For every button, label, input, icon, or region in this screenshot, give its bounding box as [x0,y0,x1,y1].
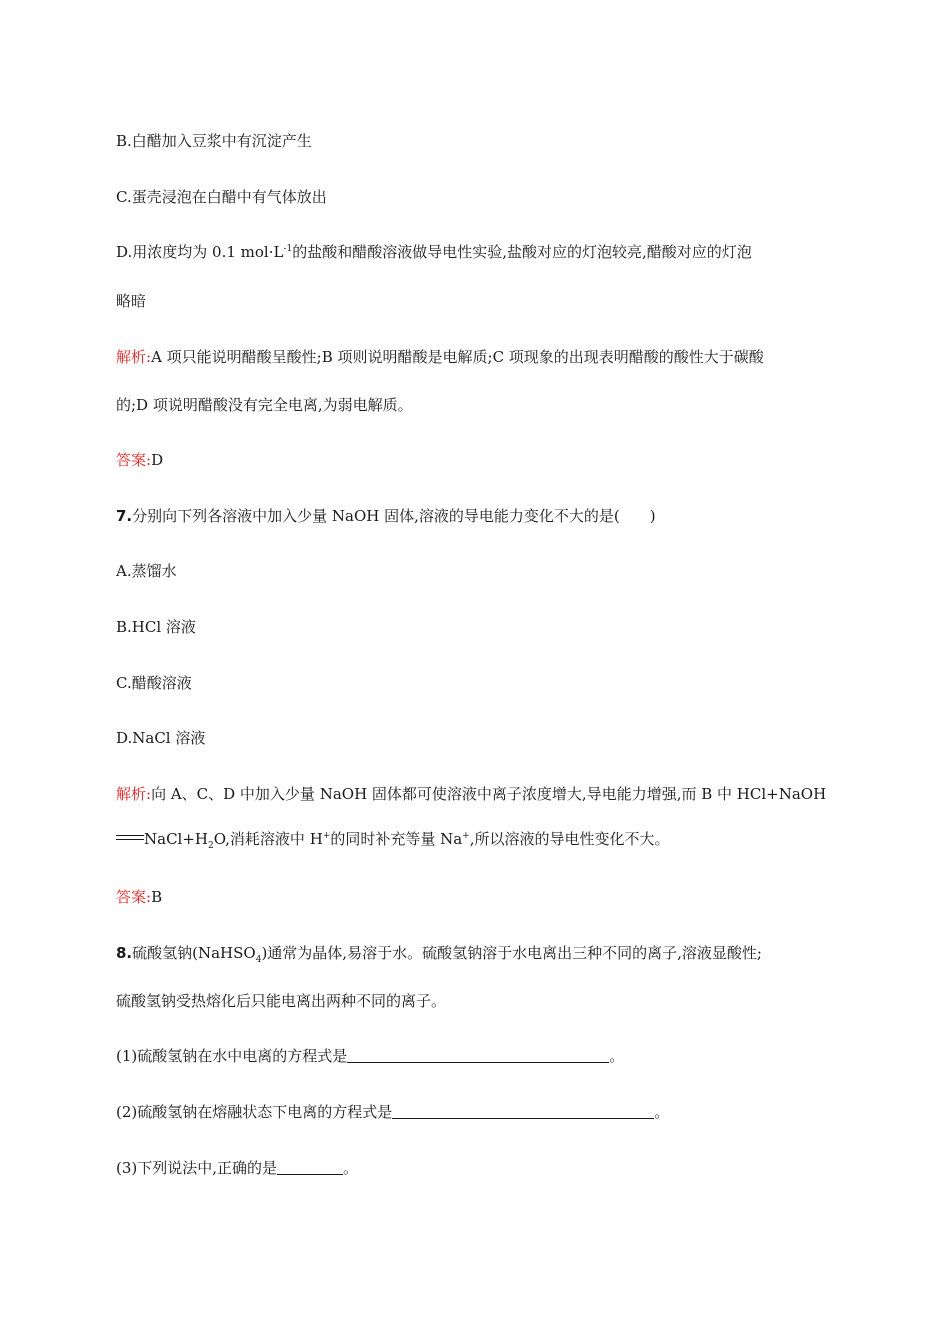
q8-sub2 [116,1102,669,1122]
analysis-text: O,消耗溶液中 H [213,830,323,848]
q7-option-b: B.HCl 溶液 [116,618,196,636]
q6-option-b: B.白醋加入豆浆中有沉淀产生 [116,132,312,150]
q7-stem [116,506,656,526]
period: 。 [343,1159,359,1177]
subscript: 2 [208,841,214,851]
q6-option-d-text: D.用浓度均为 0.1 mol·L [116,243,284,261]
question-text-cont: )通常为晶体,易溶于水。硫酸氢钠溶于水电离出三种不同的离子,溶液显酸性; [261,944,762,962]
q6-answer [116,450,163,470]
question-text: 硫酸氢钠(NaHSO [132,944,256,962]
sub-question-text: (2)硫酸氢钠在熔融状态下电离的方程式是 [116,1103,393,1121]
answer-value: D [151,451,164,469]
question-number: 8. [116,944,133,962]
q6-option-d-text-cont: 的盐酸和醋酸溶液做导电性实验,盐酸对应的灯泡较亮,醋酸对应的灯泡 [292,243,752,261]
answer-value: B [151,888,163,906]
superscript: + [322,831,331,841]
q6-analysis-continued: 的;D 项说明醋酸没有完全电离,为弱电解质。 [116,396,413,414]
q8-sub3 [116,1158,358,1178]
analysis-label: 解析: [116,785,152,803]
answer-blank[interactable] [347,1046,609,1063]
q8-sub1 [116,1046,624,1066]
analysis-text: 的同时补充等量 Na [330,830,463,848]
q7-analysis-continued [116,829,670,849]
q7-option-a: A.蒸馏水 [116,562,177,580]
equation-text: NaCl+H [144,830,208,848]
answer-blank[interactable] [277,1158,343,1175]
q6-analysis [116,347,764,367]
q7-option-c: C.醋酸溶液 [116,674,192,692]
sub-question-text: (1)硫酸氢钠在水中电离的方程式是 [116,1047,348,1065]
question-number: 7. [116,507,133,525]
answer-blank[interactable] [392,1102,654,1119]
q6-option-c: C.蛋壳浸泡在白醋中有气体放出 [116,188,327,206]
equals-sign [116,835,144,840]
period: 。 [609,1047,625,1065]
superscript: -1 [283,244,293,254]
q6-option-d [116,242,752,262]
subscript: 4 [255,955,262,965]
analysis-text: 向 A、C、D 中加入少量 NaOH 固体都可使溶液中离子浓度增大,导电能力增强,而 B 中 HCl+NaOH [151,785,827,803]
analysis-text: A 项只能说明醋酸呈酸性;B 项则说明醋酸是电解质;C 项现象的出现表明醋酸的酸性大于碳酸 [151,348,764,366]
answer-label: 答案: [116,451,152,469]
q7-answer [116,887,162,907]
period: 。 [654,1103,670,1121]
q7-analysis [116,784,826,804]
q8-stem-continued: 硫酸氢钠受热熔化后只能电离出两种不同的离子。 [116,992,447,1010]
q6-option-d-continued: 略暗 [116,292,147,310]
analysis-text: ,所以溶液的导电性变化不大。 [469,830,670,848]
superscript: + [462,831,470,841]
analysis-label: 解析: [116,348,152,366]
question-text: 分别向下列各溶液中加入少量 NaOH 固体,溶液的导电能力变化不大的是( ) [132,507,656,525]
q8-stem [116,943,762,963]
answer-label: 答案: [116,888,152,906]
sub-question-text: (3)下列说法中,正确的是 [116,1159,278,1177]
q7-option-d: D.NaCl 溶液 [116,729,206,747]
